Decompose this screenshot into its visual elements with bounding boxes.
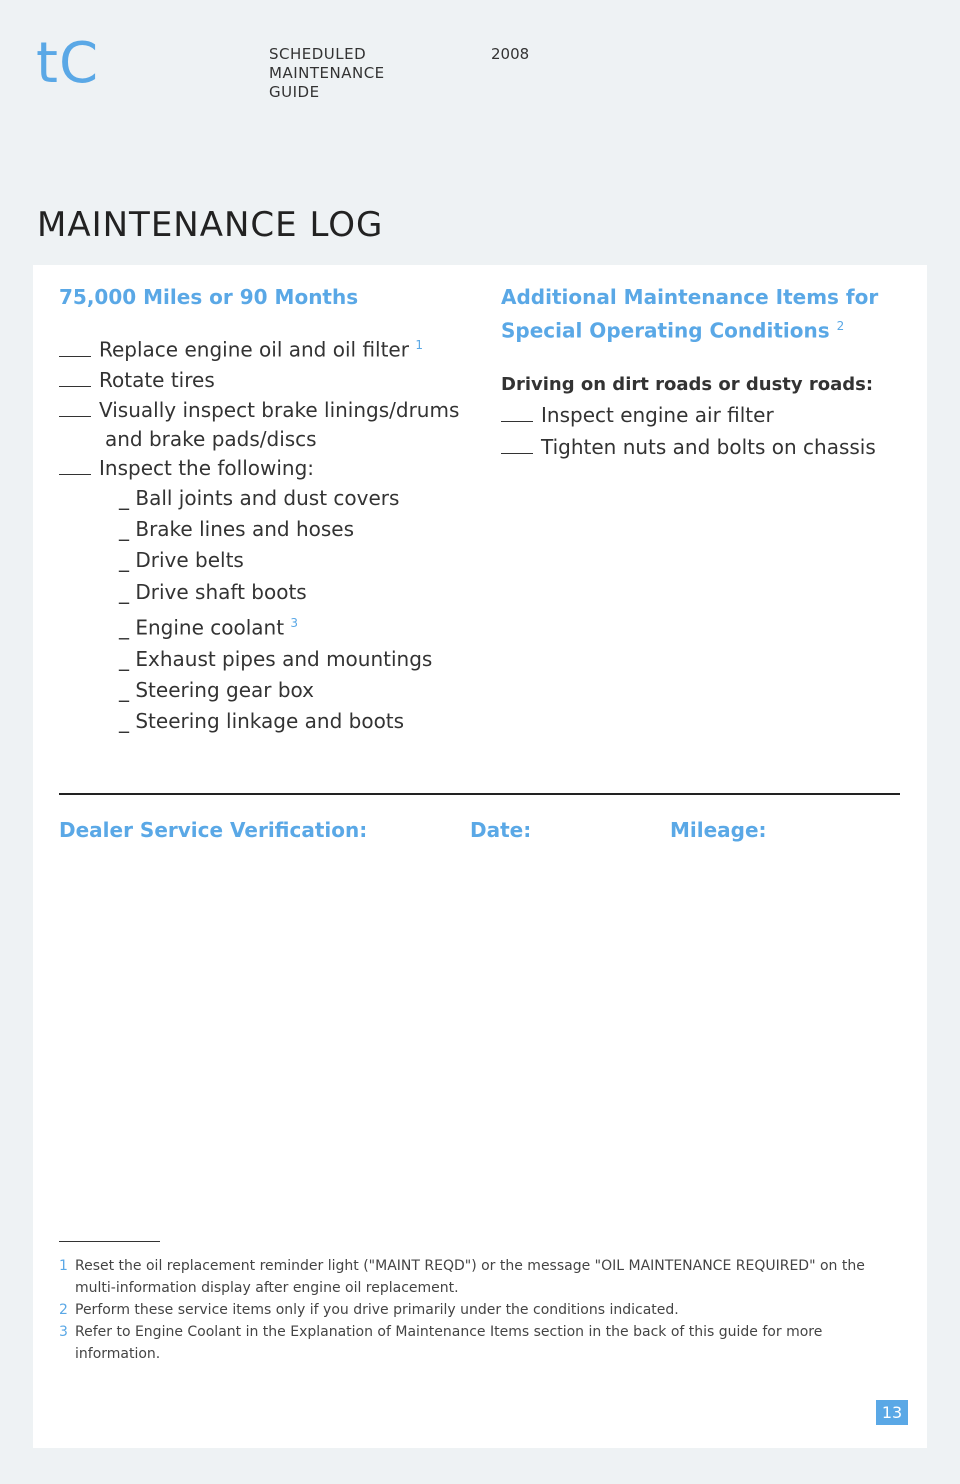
sub-checklist-item: _ Exhaust pipes and mountings	[119, 646, 433, 671]
date-label: Date:	[470, 818, 532, 842]
footnotes	[59, 1255, 889, 1365]
footnote: 2 Perform these service items only if you drive primarily under the conditions indicated.	[59, 1302, 679, 1318]
footnote: 3 Refer to Engine Coolant in the Explanation of Maintenance Items section in the back of this guide for more information.	[59, 1324, 823, 1362]
page-number: 13	[876, 1400, 908, 1425]
condition-subheading: Driving on dirt roads or dusty roads:	[501, 373, 874, 395]
sub-checklist-item: _ Drive shaft boots	[119, 579, 307, 604]
guide-title	[269, 45, 385, 102]
guide-title-line: MAINTENANCE	[269, 64, 385, 82]
check-blank[interactable]	[59, 456, 91, 475]
checklist-item: Inspect engine air filter	[501, 399, 901, 431]
checklist-item: Visually inspect brake linings/drums	[59, 395, 479, 425]
mileage-label: Mileage:	[670, 818, 767, 842]
interval-heading: 75,000 Miles or 90 Months	[59, 285, 359, 309]
guide-title-line: SCHEDULED	[269, 45, 367, 63]
checklist-item-continuation: and brake pads/discs	[105, 426, 317, 451]
maintenance-log-card	[33, 265, 927, 1448]
check-blank[interactable]	[59, 368, 91, 387]
sub-checklist-item: _ Steering linkage and boots	[119, 709, 405, 734]
checklist-item: Inspect the following:	[59, 453, 479, 483]
check-blank[interactable]	[59, 398, 91, 417]
checklist-item: Replace engine oil and oil filter $^1$	[59, 330, 479, 365]
sub-checklist-item: _ Ball joints and dust covers	[119, 485, 400, 510]
sub-checklist-item: _ Steering gear box	[119, 678, 315, 703]
special-conditions-heading: Additional Maintenance Items for Special Operating Conditions $^2$	[501, 285, 879, 343]
guide-year: 2008	[491, 45, 530, 63]
special-conditions-column	[501, 283, 901, 463]
sub-checklist-item: _ Drive belts	[119, 548, 244, 573]
sub-checklist-item: _ Engine coolant $^3$	[119, 615, 299, 640]
page-title: MAINTENANCE LOG	[37, 205, 384, 245]
footnote-ref: 3	[290, 615, 299, 630]
brand-logo: tC	[36, 31, 100, 96]
guide-title-line: GUIDE	[269, 83, 320, 101]
interval-column	[59, 283, 479, 738]
section-divider	[59, 793, 900, 795]
checklist-item: Tighten nuts and bolts on chassis	[501, 431, 901, 463]
footnote-ref: 2	[836, 319, 845, 333]
footnote-ref: 1	[415, 338, 423, 352]
footnote: 1 Reset the oil replacement reminder light ("MAINT REQD") or the message "OIL MAINTENANCE REQUIRED" on the multi-information display after engine oil replacement.	[59, 1258, 865, 1296]
footnote-rule	[59, 1241, 160, 1242]
check-blank[interactable]	[501, 435, 533, 454]
check-blank[interactable]	[501, 403, 533, 422]
dealer-verification-label: Dealer Service Verification:	[59, 818, 368, 842]
checklist-item: Rotate tires	[59, 365, 479, 395]
check-blank[interactable]	[59, 338, 91, 357]
sub-checklist-item: _ Brake lines and hoses	[119, 516, 355, 541]
